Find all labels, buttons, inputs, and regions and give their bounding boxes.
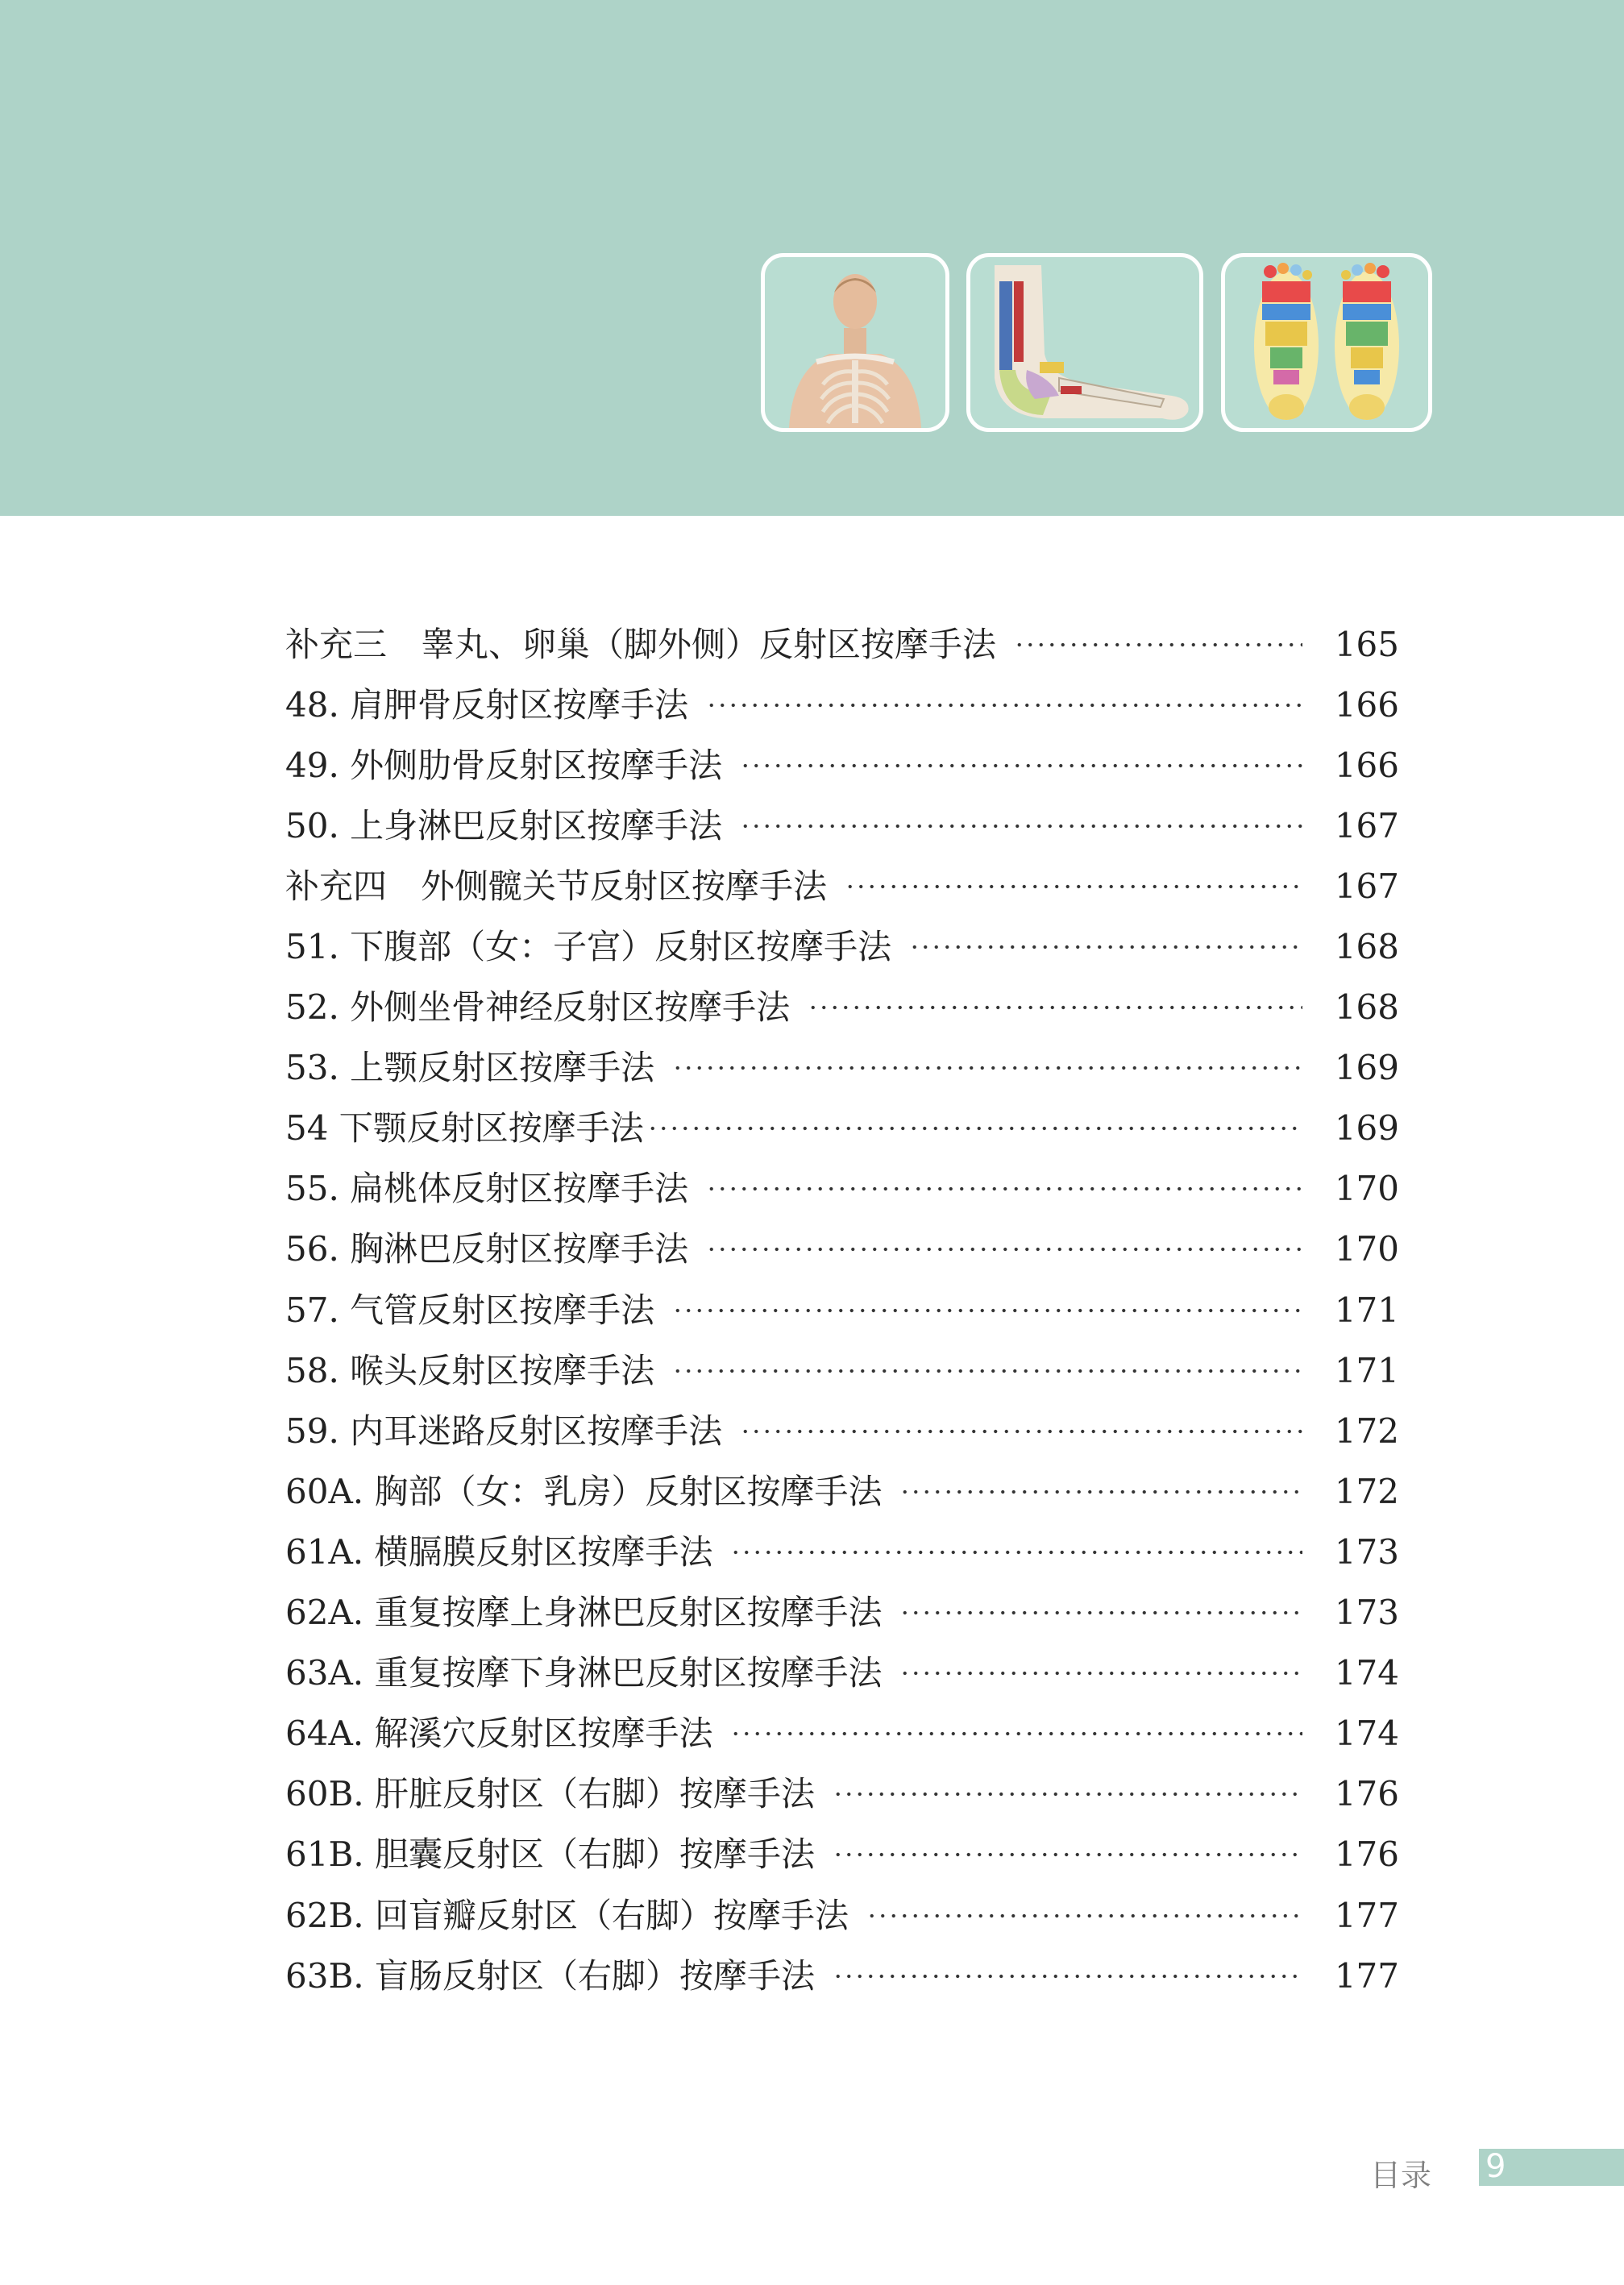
toc-entry-title: 59. 内耳迷路反射区按摩手法 [285, 1410, 723, 1451]
toc-entry-title: 60B. 肝脏反射区（右脚）按摩手法 [285, 1774, 816, 1814]
toc-entry-page: 173 [1334, 1531, 1399, 1572]
toc-entry-page: 170 [1334, 1229, 1399, 1269]
toc-entry-page: 172 [1334, 1410, 1399, 1451]
toc-entry[interactable] [285, 675, 1399, 735]
toc-leader-dots [909, 943, 1302, 951]
toc-leader-dots [899, 1488, 1302, 1496]
toc-entry[interactable] [285, 978, 1399, 1038]
toc-entry-title: 49. 外侧肋骨反射区按摩手法 [285, 745, 723, 785]
toc-entry-title: 55. 扁桃体反射区按摩手法 [285, 1169, 689, 1209]
toc-entry-title: 62A. 重复按摩上身淋巴反射区按摩手法 [285, 1593, 883, 1633]
toc-entry-page: 167 [1334, 866, 1399, 906]
table-of-contents [285, 614, 1399, 2006]
toc-entry-title: 63A. 重复按摩下身淋巴反射区按摩手法 [285, 1653, 883, 1693]
toc-leader-dots [740, 762, 1302, 770]
toc-entry[interactable] [285, 1946, 1399, 2006]
toc-leader-dots [706, 701, 1302, 709]
toc-leader-dots [1014, 641, 1302, 649]
toc-entry-title: 48. 肩胛骨反射区按摩手法 [285, 684, 689, 725]
toc-entry-page: 166 [1334, 745, 1399, 785]
toc-entry-page: 167 [1334, 805, 1399, 845]
toc-entry[interactable] [285, 1522, 1399, 1582]
toc-entry-page: 170 [1334, 1169, 1399, 1209]
toc-leader-dots [740, 1427, 1302, 1435]
page-number: 9 [1485, 2148, 1506, 2185]
toc-entry-page: 176 [1334, 1774, 1399, 1814]
toc-leader-dots [672, 1064, 1302, 1072]
toc-entry-title: 58. 喉头反射区按摩手法 [285, 1350, 655, 1390]
toc-entry[interactable] [285, 856, 1399, 916]
toc-entry-page: 165 [1334, 624, 1399, 664]
toc-entry[interactable] [285, 1280, 1399, 1340]
toc-entry[interactable] [285, 1159, 1399, 1219]
toc-entry-page: 174 [1334, 1653, 1399, 1693]
toc-leader-dots [833, 1851, 1302, 1859]
skeleton-illustration [761, 253, 949, 432]
toc-entry-page: 172 [1334, 1471, 1399, 1511]
toc-leader-dots [672, 1367, 1302, 1375]
toc-leader-dots [730, 1548, 1302, 1556]
toc-entry[interactable] [285, 1583, 1399, 1643]
toc-entry-title: 补充三 睾丸、卵巢（脚外侧）反射区按摩手法 [285, 624, 997, 664]
toc-entry[interactable] [285, 1704, 1399, 1764]
toc-leader-dots [647, 1124, 1302, 1132]
toc-entry-title: 61A. 横膈膜反射区按摩手法 [285, 1531, 713, 1572]
toc-entry-title: 62B. 回盲瓣反射区（右脚）按摩手法 [285, 1895, 849, 1935]
toc-entry[interactable] [285, 1099, 1399, 1159]
toc-entry[interactable] [285, 796, 1399, 856]
toc-entry-page: 177 [1334, 1895, 1399, 1935]
toc-entry-page: 171 [1334, 1350, 1399, 1390]
toc-entry-page: 169 [1334, 1108, 1399, 1149]
toc-entry[interactable] [285, 614, 1399, 675]
toc-leader-dots [740, 822, 1302, 830]
toc-leader-dots [899, 1609, 1302, 1617]
toc-entry[interactable] [285, 1461, 1399, 1522]
toc-entry[interactable] [285, 1825, 1399, 1885]
toc-entry[interactable] [285, 1340, 1399, 1401]
toc-leader-dots [833, 1972, 1302, 1980]
toc-entry[interactable] [285, 916, 1399, 977]
footer-section-label: 目录 [1370, 2158, 1432, 2193]
toc-entry-title: 54 下颚反射区按摩手法 [285, 1108, 644, 1149]
toc-entry-page: 176 [1334, 1834, 1399, 1875]
toc-leader-dots [706, 1245, 1302, 1253]
toc-entry-title: 52. 外侧坐骨神经反射区按摩手法 [285, 987, 791, 1028]
toc-leader-dots [808, 1003, 1302, 1012]
toc-leader-dots [866, 1912, 1302, 1920]
foot-reflexology-map [1221, 253, 1432, 432]
toc-entry-page: 171 [1334, 1290, 1399, 1330]
toc-entry-page: 168 [1334, 927, 1399, 967]
foot-anatomy-illustration [966, 253, 1203, 432]
toc-entry[interactable] [285, 1885, 1399, 1946]
toc-entry-title: 60A. 胸部（女：乳房）反射区按摩手法 [285, 1471, 883, 1511]
toc-leader-dots [672, 1307, 1302, 1315]
toc-entry-page: 177 [1334, 1955, 1399, 1996]
toc-leader-dots [899, 1669, 1302, 1677]
toc-entry-title: 57. 气管反射区按摩手法 [285, 1290, 655, 1330]
toc-entry-title: 61B. 胆囊反射区（右脚）按摩手法 [285, 1834, 816, 1875]
toc-entry-title: 51. 下腹部（女：子宫）反射区按摩手法 [285, 927, 892, 967]
toc-entry-title: 56. 胸淋巴反射区按摩手法 [285, 1229, 689, 1269]
toc-entry-title: 50. 上身淋巴反射区按摩手法 [285, 805, 723, 845]
toc-entry[interactable] [285, 1764, 1399, 1825]
toc-entry-title: 63B. 盲肠反射区（右脚）按摩手法 [285, 1955, 816, 1996]
toc-leader-dots [833, 1790, 1302, 1798]
toc-entry-title: 64A. 解溪穴反射区按摩手法 [285, 1714, 713, 1754]
toc-entry-title: 53. 上颚反射区按摩手法 [285, 1048, 655, 1088]
toc-entry[interactable] [285, 1038, 1399, 1099]
toc-entry-page: 174 [1334, 1714, 1399, 1754]
toc-entry[interactable] [285, 1401, 1399, 1461]
toc-entry-title: 补充四 外侧髋关节反射区按摩手法 [285, 866, 828, 906]
toc-entry[interactable] [285, 1643, 1399, 1704]
toc-entry-page: 166 [1334, 684, 1399, 725]
toc-leader-dots [706, 1185, 1302, 1193]
toc-leader-dots [845, 883, 1302, 891]
toc-entry[interactable] [285, 735, 1399, 796]
toc-entry[interactable] [285, 1219, 1399, 1280]
toc-entry-page: 168 [1334, 987, 1399, 1028]
toc-leader-dots [730, 1730, 1302, 1738]
toc-entry-page: 173 [1334, 1593, 1399, 1633]
toc-entry-page: 169 [1334, 1048, 1399, 1088]
